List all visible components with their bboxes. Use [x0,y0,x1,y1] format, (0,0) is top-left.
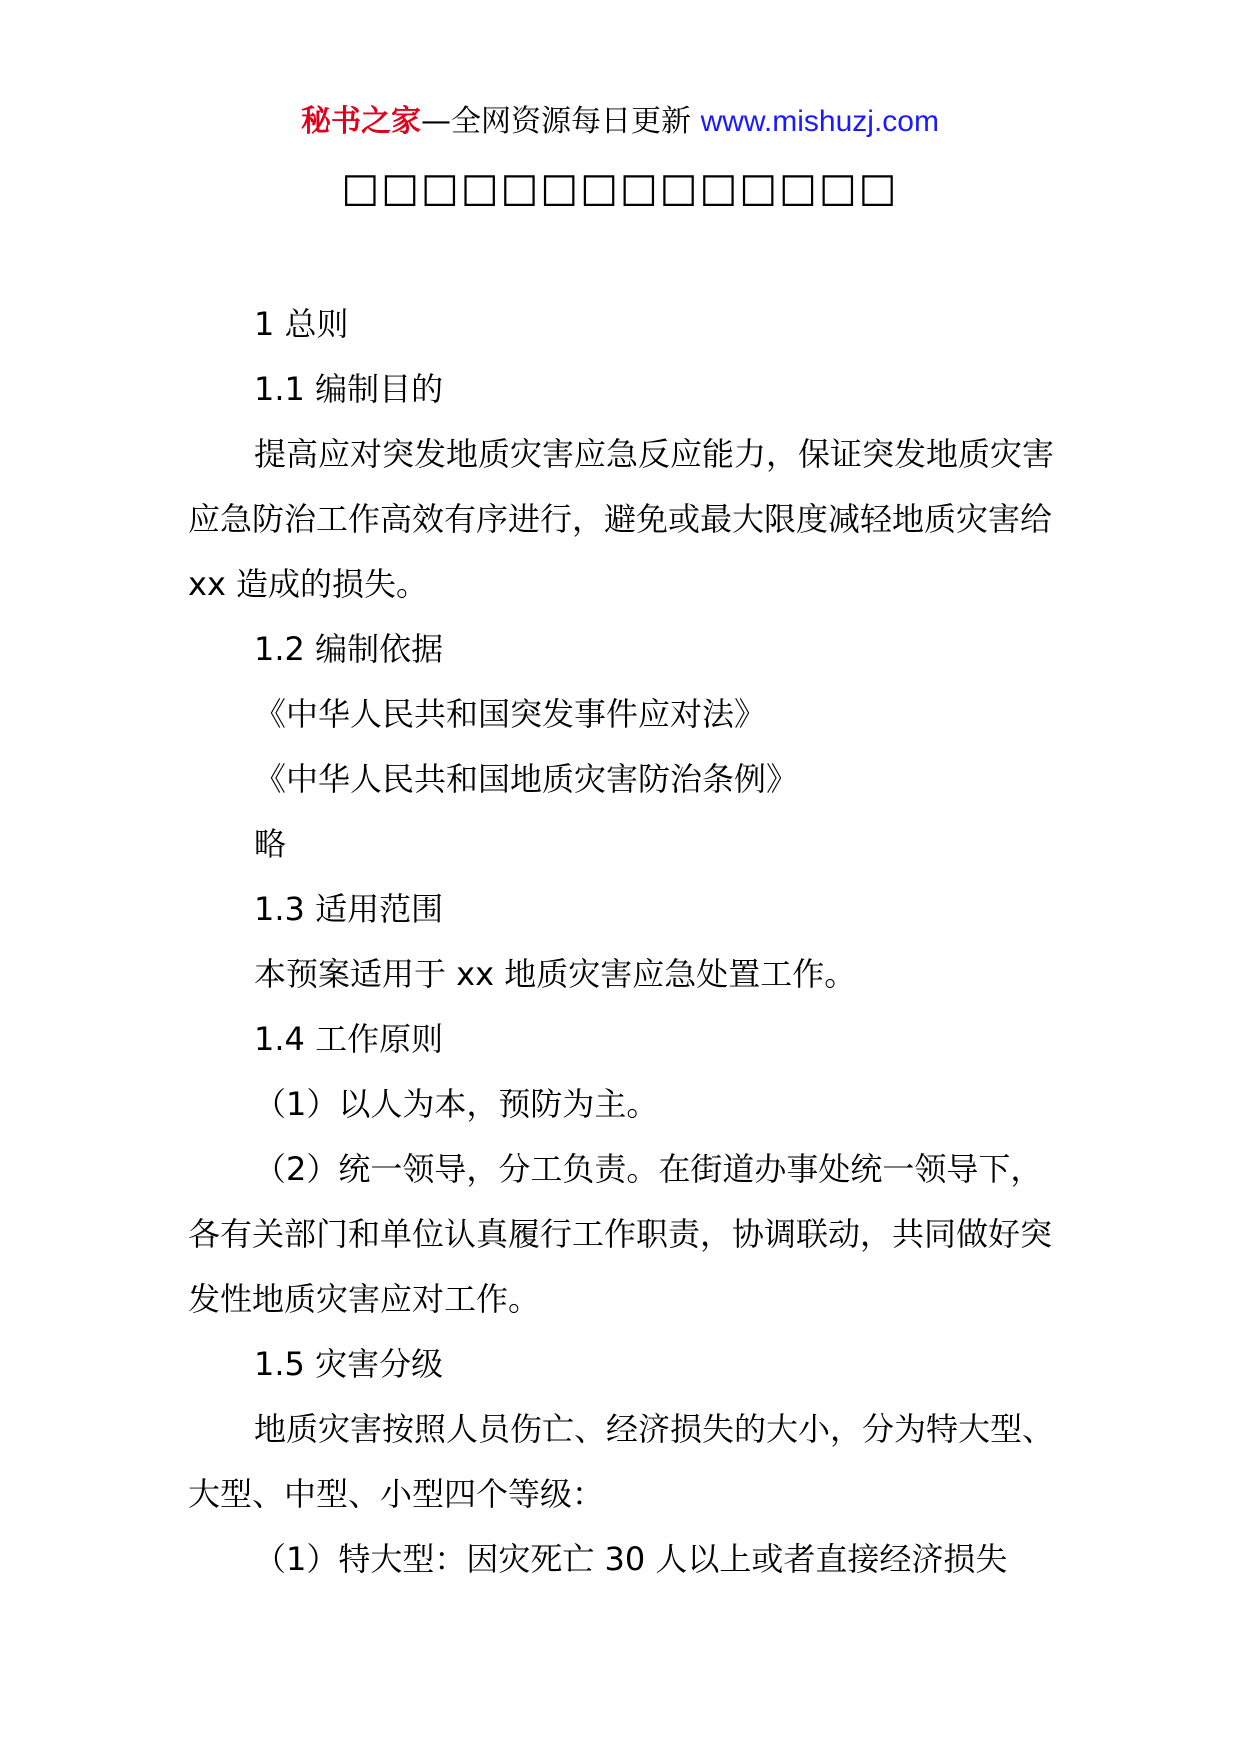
section-heading-general: 1 总则 [254,305,349,343]
header-tagline: —全网资源每日更新 [421,104,692,139]
document-body [188,292,1068,1592]
section-heading-scope: 1.3 适用范围 [254,890,444,928]
document-title: □□□□□□□□□□□□□□ [341,165,899,211]
paragraph-classification: 地质灾害按照人员伤亡、经济损失的大小，分为特大型、大型、中型、小型四个等级： [188,1410,1055,1513]
basis-item-emergency-law: 《中华人民共和国突发事件应对法》 [254,695,767,733]
section-heading-purpose: 1.1 编制目的 [254,370,444,408]
paragraph-scope: 本预案适用于 xx 地质灾害应急处置工作。 [254,955,857,993]
brand-name: 秘书之家 [301,104,422,139]
site-url-link[interactable]: www.mishuzj.com [700,105,939,138]
paragraph-purpose: 提高应对突发地质灾害应急反应能力，保证突发地质灾害应急防治工作高效有序进行，避免或最大限度减轻地质灾害给 xx 造成的损失。 [188,435,1055,603]
principle-item-2: （2）统一领导，分工负责。在街道办事处统一领导下，各有关部门和单位认真履行工作职责，协调联动，共同做好突发性地质灾害应对工作。 [188,1150,1053,1318]
classification-item-1: （1）特大型：因灾死亡 30 人以上或者直接经济损失 [254,1540,1008,1578]
basis-item-regulations: 《中华人民共和国地质灾害防治条例》 [254,760,799,798]
section-heading-classification: 1.5 灾害分级 [254,1345,444,1383]
basis-item-omitted: 略 [254,825,287,863]
section-heading-basis: 1.2 编制依据 [254,630,444,668]
section-heading-principles: 1.4 工作原则 [254,1020,444,1058]
principle-item-1: （1）以人为本，预防为主。 [254,1085,659,1123]
site-header [0,100,1240,144]
